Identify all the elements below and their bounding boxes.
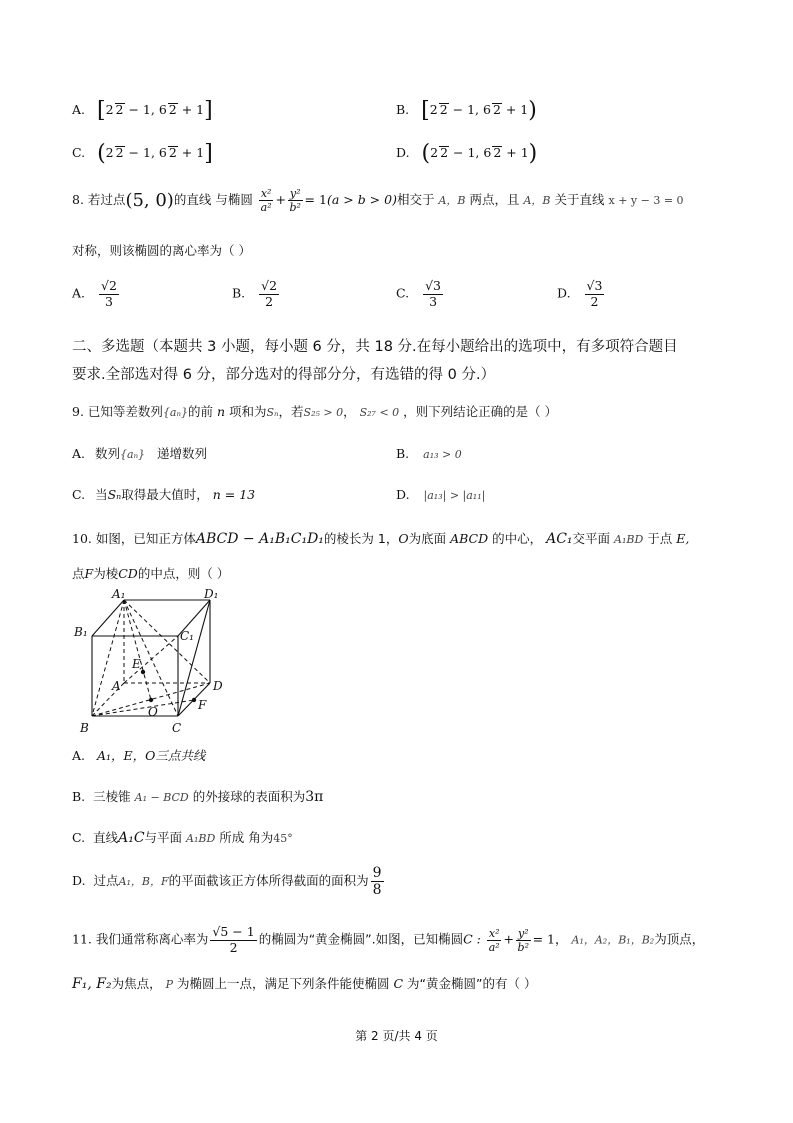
q8-option-a: A. $\frac{√2}{3}$ [72, 278, 117, 309]
q10-stem: 10. 如图，已知正方体ABCD − A₁B₁C₁D₁的棱长为 1，O为底面 ABCD 的中心， AC₁交平面 A₁BD 于点 E, [72, 531, 690, 547]
point-e [141, 670, 145, 674]
label-c1: C₁ [180, 629, 194, 643]
q9-option-d: D. |a₁₃| > |a₁₁| [396, 487, 486, 502]
label-d: D [213, 679, 223, 693]
label-d1: D₁ [204, 588, 219, 601]
q9-stem: 9. 已知等差数列{aₙ}的前 n 项和为Sₙ，若S₂₅ > 0， S₂₇ < 0 ，则下列结论正确的是（ ） [72, 404, 558, 419]
q7-option-d: D. (2 2 − 1, 6 2 + 1) [396, 141, 538, 166]
q10-option-b: B. 三棱锥 A₁ − BCD 的外接球的表面积为3π [72, 789, 324, 805]
q8-stem-line2: 对称，则该椭圆的离心率为（ ） [72, 243, 251, 258]
label-o: O [148, 705, 158, 719]
q8-stem: 8. 若过点(5, 0)的直线 与椭圆 $\frac{\text{x²}}{\text{a²}}$ + $\frac{\text{y²}}{\text{b²}}$ = 1(a > b > 0)相交于 A，B 两点，且 A，B 关于直线 x + y − 3 = 0 [72, 187, 684, 214]
point-o [149, 698, 153, 702]
section2-heading-line1: 二、多选题（本题共 3 小题，每小题 6 分，共 18 分.在每小题给出的选项中，有多项符合题目 [72, 339, 678, 355]
section2-heading-line2: 要求.全部选对得 6 分，部分选对的得部分分，有选错的得 0 分.） [72, 367, 496, 383]
q11-stem: 11. 我们通常称离心率为 $\frac{√5 - 1}{2}$ 的椭圆为“黄金椭圆”.如图，已知椭圆C : $\frac{\text{x²}}{\text{a²}}$ + $\frac{\text{y²}}{\text{b²}}$ = 1， A₁，A₂，B₁，B₂为顶点， [72, 924, 705, 955]
cube-figure [72, 588, 232, 738]
label-b: B [80, 721, 89, 735]
label-a: A [112, 679, 121, 693]
label-e: E [132, 657, 141, 671]
q9-option-c: C. 当Sₙ取得最大值时， n = 13 [72, 487, 256, 502]
q9-option-b: B. a₁₃ > 0 [396, 446, 462, 461]
q7-option-a: A. [2 2 − 1, 6 2 + 1] [72, 98, 213, 123]
q11-stem-line2: F₁, F₂为焦点， P 为椭圆上一点，满足下列条件能使椭圆 C 为“黄金椭圆”的有（ ） [72, 976, 537, 992]
q10-option-c: C. 直线A₁C与平面 A₁BD 所成 角为45° [72, 830, 293, 846]
q10-option-d: D. 过点A₁，B，F的平面截该正方体所得截面的面积为 $\frac{9}{8}$ [72, 865, 382, 898]
label-a1: A₁ [112, 588, 126, 601]
q7-option-c: C. (2 2 − 1, 6 2 + 1] [72, 141, 213, 166]
label-c: C [172, 721, 182, 735]
point-f [192, 698, 196, 702]
q8-option-b: B. $\frac{√2}{2}$ [232, 278, 278, 309]
q8-option-d: D. $\frac{√3}{2}$ [557, 278, 603, 309]
label-f: F [198, 698, 207, 712]
q10-stem-line2: 点F为棱CD的中点，则（ ） [72, 566, 230, 581]
page-footer: 第 2 页/共 4 页 [355, 1029, 438, 1043]
q8-option-c: C. $\frac{√3}{3}$ [396, 278, 441, 309]
label-b1: B₁ [74, 625, 88, 639]
q10-option-a: A. A₁，E，O三点共线 [72, 748, 206, 763]
q7-option-b: B. [2 2 − 1, 6 2 + 1) [396, 98, 537, 123]
q9-option-a: A. 数列{aₙ} 递增数列 [72, 446, 208, 461]
